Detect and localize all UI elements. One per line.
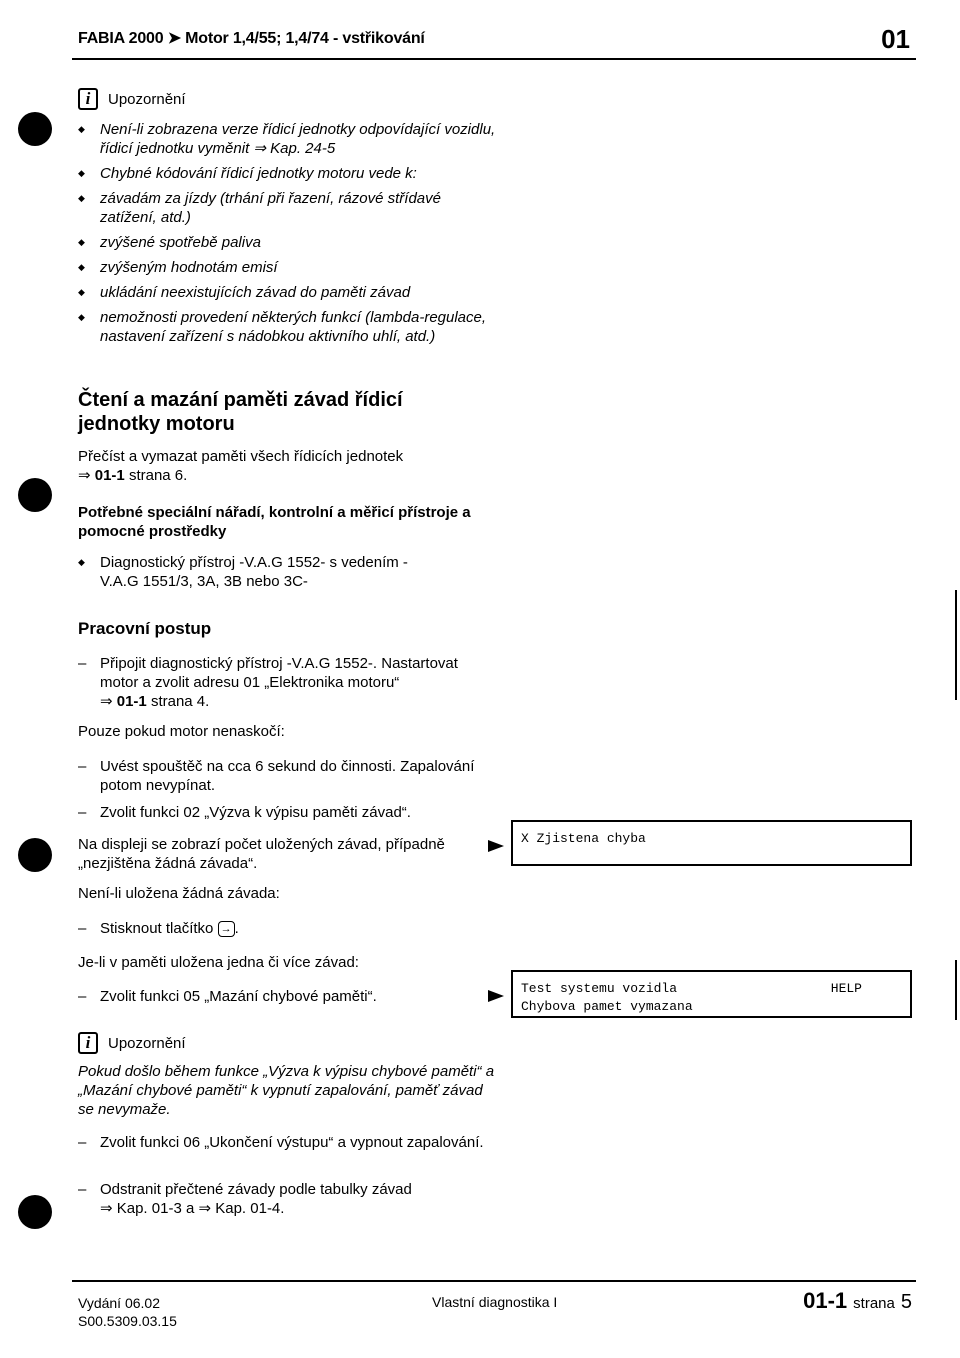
page-num: 5 [900,1291,912,1313]
list-item: ◆ Není-li zobrazena verze řídicí jednotky odpovídající vozidlu, řídicí jednotku vyměnit ⇒ Kap. 24-5 [78,120,498,158]
binder-hole [18,1195,52,1229]
list-item: ◆ Diagnostický přístroj -V.A.G 1552- s vedením -V.A.G 1551/3, 3A, 3B nebo 3C- [78,553,438,591]
step-list [78,1180,488,1218]
footer-center-text: Vlastní diagnostika I [432,1294,558,1310]
list-item: ◆ závadám za jízdy (trhání při řazení, rázové střídavé zatížení, atd.) [78,189,498,227]
chapter-number: 01 [881,24,910,54]
footer-page-number [803,1288,912,1314]
edge-mark [955,960,957,1020]
list-item: ◆ zvýšené spotřebě paliva [78,233,498,252]
step-item: – Uvést spouštěč na cca 6 sekund do činnosti. Zapalování potom nevypínat. [78,757,488,795]
step-item: – Stisknout tlačítko → . [78,919,488,938]
footer-rule [72,1280,916,1282]
binder-hole [18,478,52,512]
note-title: Upozornění [108,1034,186,1052]
edge-mark [955,590,957,700]
tester-display [511,970,912,1018]
page-ref: 01-1 [803,1288,848,1313]
note-list [78,120,498,346]
condition-text: Není-li uložena žádná závada: [78,885,280,902]
list-item: ◆ nemožnosti provedení některých funkcí (lambda-regulace, nastavení zařízení s nádobkou aktivního uhlí, atd.) [78,308,498,346]
intro-text: Přečíst a vymazat paměti všech řídicích jednotek [78,448,404,465]
header-rule [72,58,916,60]
condition-text: Je-li v paměti uložena jedna či více závad: [78,954,359,971]
arrow-key-icon: → [218,921,235,937]
page-reference[interactable]: 01-1 [94,467,125,484]
procedure-title: Pracovní postup [78,619,212,638]
intro-paragraph [78,447,478,485]
note-title: Upozornění [108,90,186,108]
tools-title: Potřebné speciální nářadí, kontrolní a měřicí přístroje a pomocné prostředky [78,504,471,540]
arrow-icon: ⇒ [100,693,113,710]
list-item: ◆ zvýšeným hodnotám emisí [78,258,498,277]
step-list [78,757,488,795]
display-line: Chybova pamet vymazana [521,999,693,1014]
display-line: X Zjistena chyba [521,831,646,846]
page-word: strana [853,1295,895,1312]
step-text: Stisknout tlačítko [100,920,214,937]
step-item [78,654,488,711]
page-header-title: FABIA 2000 ➤ Motor 1,4/55; 1,4/74 - vstřikování [78,30,425,47]
step-text: Připojit diagnostický přístroj -V.A.G 1552-. Nastartovat motor a zvolit adresu 01 „Elektronika motoru“ [100,655,458,691]
step-item: – Zvolit funkci 02 „Výzva k výpisu paměti závad“. [78,803,488,822]
list-item: ◆ ukládání neexistujících závad do paměti závad [78,283,498,302]
binder-hole [18,838,52,872]
note-block [78,1032,498,1119]
info-icon: i [78,1032,98,1054]
display-help: HELP [830,981,862,996]
page-reference-page: strana 6. [124,467,188,484]
step-item: – Zvolit funkci 05 „Mazání chybové paměti“. [78,987,488,1006]
step-list [78,803,488,822]
pointer-arrow-icon [488,840,504,852]
display-row [521,980,902,998]
display-line: Test systemu vozidla [521,981,678,996]
section-title: Čtení a mazání paměti závad řídicí jednotky motoru [78,389,403,435]
arrow-icon: ⇒ [198,1200,212,1217]
edition-text: Vydání 06.02 [78,1295,160,1311]
step-list [78,987,488,1006]
step-list [78,1133,488,1152]
chapter-reference[interactable]: Kap. 01-4. [211,1200,285,1217]
note-text: Pokud došlo během funkce „Výzva k výpisu chybové paměti“ a „Mazání chybové paměti“ k vypnutí zapalování, paměť závad se nevymaže. [78,1063,495,1118]
display-info-text: Na displeji se zobrazí počet uložených závad, případně „nezjištěna žádná závada“. [78,836,445,872]
tester-display [511,820,912,866]
page-reference-page: strana 4. [146,693,210,710]
note-block [78,88,498,352]
page-reference[interactable]: 01-1 [116,693,147,710]
step-list [78,919,488,938]
binder-hole [18,112,52,146]
note-heading [78,88,498,110]
arrow-icon: ⇒ [78,467,91,484]
pointer-arrow-icon [488,990,504,1002]
step-item: – Zvolit funkci 06 „Ukončení výstupu“ a vypnout zapalování. [78,1133,488,1152]
condition-text: Pouze pokud motor nenaskočí: [78,723,285,740]
arrow-icon: ⇒ [100,1200,113,1217]
info-icon: i [78,88,98,110]
footer-edition [78,1294,177,1330]
step-item [78,1180,488,1218]
list-item: ◆ Chybné kódování řídicí jednotky motoru vede k: [78,164,498,183]
note-heading [78,1032,498,1054]
document-code: S00.5309.03.15 [78,1313,177,1329]
chapter-reference[interactable]: Kap. 01-3 a [112,1200,199,1217]
tools-list [78,553,438,597]
step-text: Odstranit přečtené závady podle tabulky závad [100,1181,412,1198]
step-list [78,654,488,711]
